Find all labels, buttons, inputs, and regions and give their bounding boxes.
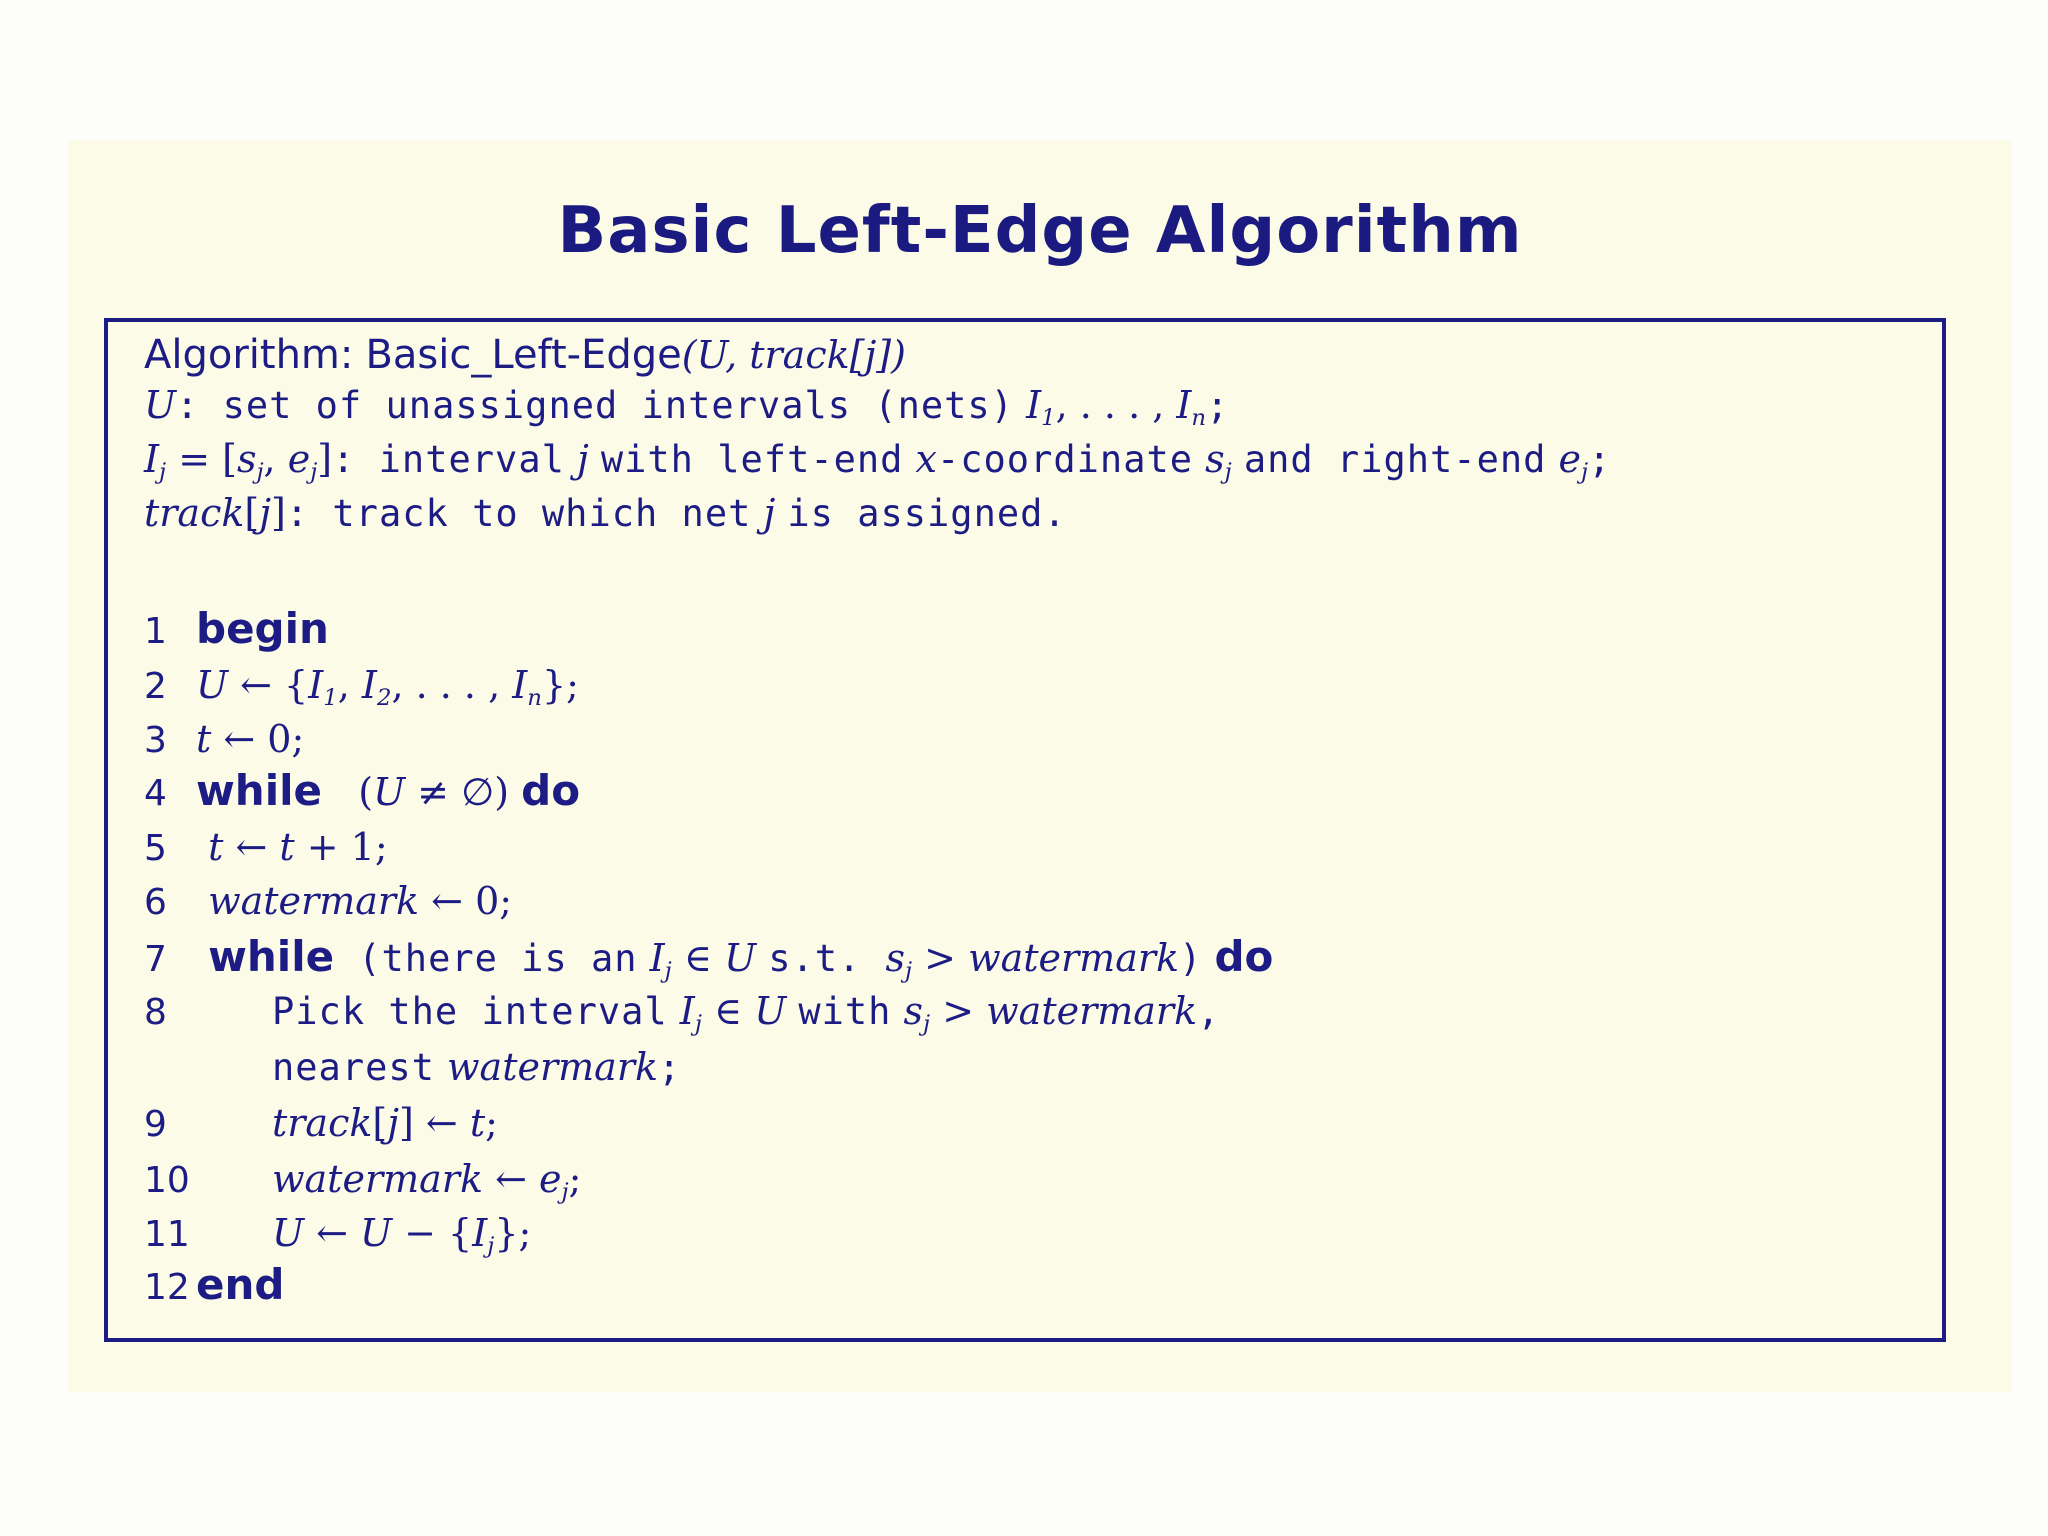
track-definition [144,490,1067,537]
statement: U ← $U - \{I_j\}$; [272,1211,532,1259]
interval-j: j [576,437,589,481]
statement: t ← t + 1; [208,825,388,869]
keyword-begin: begin [196,604,329,653]
keyword-while: while [196,766,322,815]
slide-title: Basic Left-Edge Algorithm [557,194,1523,268]
interval-desc-2: with left-end [600,438,904,481]
algo-line-2 [144,662,579,710]
condition: (U ≠ ∅) [358,770,510,814]
interval-definition: $I_j = [s_j$, $e_j$]: interval j with left-end x-coordinate $s_j$ and right-end $e_j$; [144,437,1612,485]
statement: U ← {$I_1$, $I_2$, . . . , $I_n$}; [196,663,579,711]
u-symbol: U [144,383,177,427]
math-expr: watermark [447,1045,659,1089]
algo-line-8-cont [144,1044,681,1091]
line-number: 5 [144,828,167,869]
algo-line-10 [144,1156,581,1204]
interval-desc-1: : interval [332,438,565,481]
interval-ej: $e_j$ [1558,437,1589,485]
math-expr: $I_j$ ∈ U [649,936,757,984]
phrase: s.t. [768,937,862,980]
algorithm-name: Basic_Left-Edge [365,332,682,378]
line-number: 7 [144,939,167,980]
math-expr: $I_j$ ∈ U [679,989,787,1037]
statement: t ← 0; [196,717,305,761]
line-number: 3 [144,720,167,761]
keyword-end: end [196,1260,285,1309]
math-expr: $s_j$ > watermark [903,989,1198,1037]
line-number: 10 [144,1160,190,1201]
algo-line-3 [144,716,304,764]
algorithm-label: Algorithm: [144,332,354,378]
interval-desc-3: -coordinate [936,438,1194,481]
phrase: ; [658,1046,682,1089]
line-number: 11 [144,1214,190,1255]
keyword-while: while [208,932,335,981]
algorithm-box [104,318,1946,1342]
interval-desc-4: and right-end [1243,438,1547,481]
interval-sj: $s_j$ [1205,437,1232,485]
algorithm-header [144,332,906,378]
algo-line-1 [144,606,329,655]
u-definition: U: set of unassigned intervals (nets) $I_1$, . . . , $I_n$; [144,383,1230,431]
algo-line-5 [144,824,388,872]
phrase: ) [1179,937,1203,980]
algo-line-6 [144,878,512,926]
track-j: j [763,491,776,535]
phrase: (there is an [358,937,638,980]
line-number: 4 [144,773,167,814]
line-number: 2 [144,666,167,707]
algo-line-11 [144,1210,531,1258]
algo-line-7 [144,934,1273,983]
line-number: 9 [144,1104,167,1145]
line-number: 6 [144,882,167,923]
track-symbol: track[j] [144,491,286,535]
statement: watermark ← $e_j$; [272,1157,582,1205]
math-expr: $s_j$ > watermark [885,936,1180,984]
interval-symbol: $I_j = [s_j$, $e_j$] [144,437,333,485]
statement: track[j] ← t; [272,1101,498,1145]
line-number: 12 [144,1267,190,1308]
interval-x: x [915,437,937,481]
line-number: 1 [144,611,167,652]
u-description: : set of unassigned intervals (nets) [176,384,1014,427]
phrase: , [1197,990,1221,1033]
algo-line-9 [144,1100,498,1148]
keyword-do: do [521,766,581,815]
track-desc-2: is assigned. [787,492,1067,535]
line-number: 8 [144,992,167,1033]
phrase: nearest [272,1046,435,1089]
track-desc-1: : track to which net [285,492,752,535]
algorithm-args: (U, track[j]) [681,333,906,377]
algo-line-8 [144,988,1220,1036]
algo-line-12 [144,1262,284,1311]
keyword-do: do [1214,932,1274,981]
u-set: $I_1$, . . . , $I_n$ [1026,383,1207,431]
phrase: with [798,990,892,1033]
slide [68,140,2012,1392]
statement: watermark ← 0; [208,879,513,923]
algo-line-4 [144,768,580,817]
phrase: Pick the interval [272,990,668,1033]
